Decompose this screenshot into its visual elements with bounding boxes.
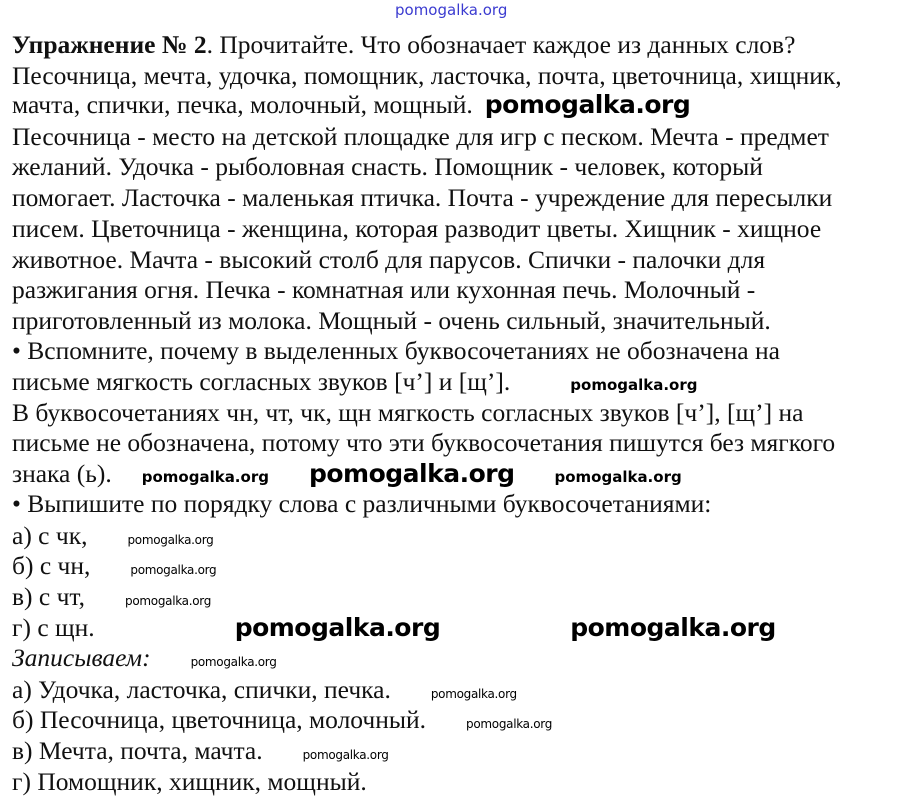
line-text: Записываем: [12, 643, 151, 672]
line-text: б) Песочница, цветочница, молочный. [12, 705, 427, 734]
line-text: в) Мечта, почта, мачта. [12, 736, 263, 765]
watermark: pomogalka.org [466, 717, 553, 731]
line-text: а) с чк, [12, 521, 88, 550]
watermark: pomogalka.org [234, 613, 441, 642]
text-line: В буквосочетаниях чн, чт, чк, щн мягкость согласных звуков [ч’], [щ’] на [12, 398, 804, 427]
text-line: животное. Мачта - высокий столб для парусов. Спички - палочки для [12, 245, 766, 274]
text-line [12, 367, 698, 397]
heading-text: . Прочитайте. Что обозначает каждое из данных слов? [206, 30, 796, 59]
line-text: мачта, спички, печка, молочный, мощный. [12, 90, 473, 119]
exercise-heading [12, 30, 795, 60]
watermark: pomogalka.org [570, 376, 698, 394]
text-line [12, 90, 690, 120]
watermark: pomogalka.org [430, 687, 517, 701]
watermark: pomogalka.org [484, 90, 691, 119]
text-line: писем. Цветочница - женщина, которая разводит цветы. Хищник - хищное [12, 214, 822, 243]
text-line [12, 551, 216, 581]
text-line: • Вспомните, почему в выделенных буквосочетаниях не обозначена на [12, 336, 780, 365]
line-text: а) Удочка, ласточка, спички, печка. [12, 675, 391, 704]
line-text: б) с чн, [12, 551, 91, 580]
text-line [12, 675, 517, 705]
text-line [12, 705, 552, 735]
text-line: желаний. Удочка - рыболовная снасть. Помощник - человек, который [12, 152, 763, 181]
watermark: pomogalka.org [308, 459, 515, 488]
watermark: pomogalka.org [570, 613, 776, 642]
text-line [12, 613, 776, 643]
text-line: письме не обозначена, потому что эти буквосочетания пишутся без мягкого [12, 428, 836, 457]
watermark: pomogalka.org [190, 655, 277, 669]
watermark: pomogalka.org [127, 533, 214, 547]
text-line: • Выпишите по порядку слова с различными буквосочетаниями: [12, 489, 712, 518]
watermark: pomogalka.org [141, 468, 269, 486]
exercise-title: Упражнение № 2 [12, 30, 207, 59]
text-line: приготовленный из молока. Мощный - очень сильный, значительный. [12, 306, 771, 335]
text-line: разжигания огня. Печка - комнатная или кухонная печь. Молочный - [12, 275, 756, 304]
line-text: письме мягкость согласных звуков [ч’] и [щ’]. [12, 367, 511, 396]
text-line: Песочница - место на детской площадке для игр с песком. Мечта - предмет [12, 122, 829, 151]
line-text: знака (ь). [12, 459, 112, 488]
watermark: pomogalka.org [125, 594, 212, 608]
text-line [12, 521, 213, 551]
text-line [12, 643, 277, 673]
watermark-top: pomogalka.org [395, 1, 508, 19]
text-line: г) Помощник, хищник, мощный. [12, 767, 367, 796]
line-text: г) с щн. [12, 613, 95, 642]
watermark: pomogalka.org [554, 468, 682, 486]
line-text: в) с чт, [12, 582, 86, 611]
text-line [12, 582, 211, 612]
watermark: pomogalka.org [130, 563, 217, 577]
text-line: Песочница, мечта, удочка, помощник, ласточка, почта, цветочница, хищник, [12, 61, 842, 90]
watermark: pomogalka.org [302, 748, 389, 762]
text-line [12, 736, 389, 766]
text-line: помогает. Ласточка - маленькая птичка. Почта - учреждение для пересылки [12, 183, 833, 212]
text-line [12, 459, 682, 489]
